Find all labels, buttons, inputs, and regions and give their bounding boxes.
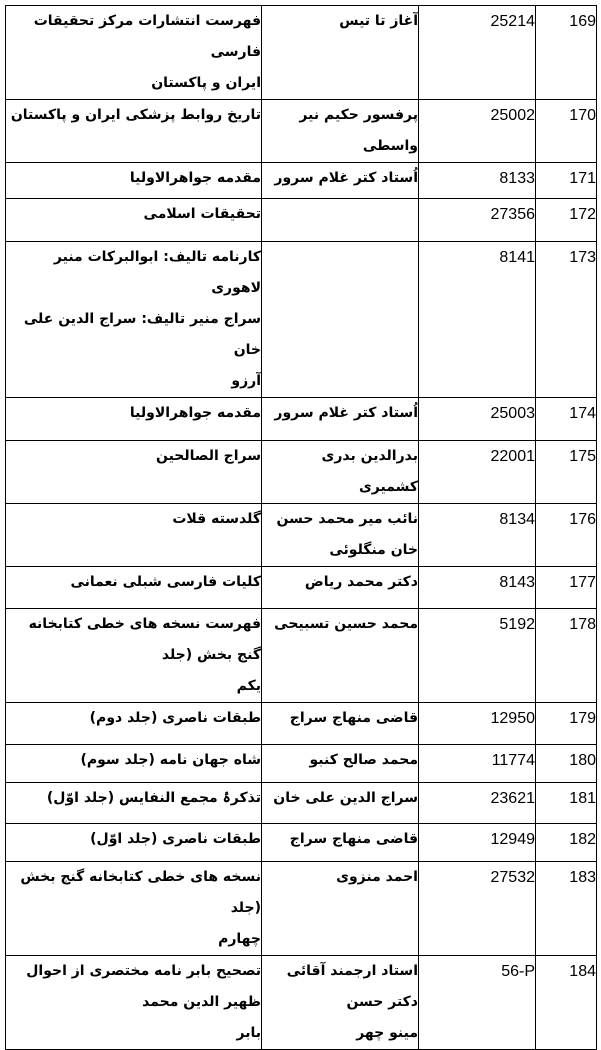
author-cell [262,441,419,504]
accession-code-cell: 5192 [419,609,536,703]
book-title-cell [6,398,262,441]
table-row [6,703,597,745]
book-title-cell-line: کارنامه تالیف: ابوالبرکات منیر لاهوری [53,249,261,296]
book-title-cell [6,609,262,703]
author-cell-line: مینو چهر [356,1025,418,1041]
accession-code-cell: 12949 [419,824,536,862]
accession-code-cell: 56-P [419,956,536,1050]
serial-number-cell: 181 [536,783,597,824]
accession-code-cell: 27356 [419,199,536,242]
author-cell [262,703,419,745]
author-cell-line: قاضی منهاج سراج [289,710,418,726]
author-cell-line: اُستاد کتر غلام سرور [274,405,418,421]
book-title-cell-line: تحقیقات اسلامی [143,206,261,222]
catalog-table [5,5,597,1050]
author-cell-line: بدرالدین بدری کشمیری [321,448,418,495]
table-row [6,862,597,956]
book-title-cell [6,956,262,1050]
serial-number-cell: 183 [536,862,597,956]
book-title-cell-line: مقدمه جواهرالاولیا [129,405,261,421]
table-row [6,824,597,862]
serial-number-cell: 177 [536,567,597,609]
book-title-cell-line: تاریخ روابط پزشکی ایران و پاکستان [10,107,261,123]
book-title-cell-line: ایران و پاکستان [151,75,261,91]
book-title-cell-line: فهرست انتشارات مرکز تحقیقات فارسی [33,13,261,60]
book-title-cell-line: نسخه های خطی کتابخانه گنج بخش (جلد [20,869,261,916]
accession-code-cell: 27532 [419,862,536,956]
serial-number-cell: 169 [536,6,597,100]
serial-number-cell: 174 [536,398,597,441]
book-title-cell-line: بابر [236,1025,261,1041]
author-cell-line: نائب میر محمد حسن خان منگلوئی [276,511,418,558]
book-title-cell [6,567,262,609]
book-title-cell-line: فهرست نسخه های خطی کتابخانه گنج بخش (جلد [28,616,261,663]
book-title-cell-line: کلیات فارسی شبلی نعمانی [70,574,261,590]
author-cell [262,567,419,609]
author-cell [262,163,419,199]
book-title-cell-line: تذکرۂ مجمع النفایس (جلد اوّل) [46,790,261,806]
accession-code-cell: 22001 [419,441,536,504]
book-title-cell-line: شاه جهان نامه (جلد سوم) [80,752,261,768]
book-title-cell [6,199,262,242]
book-title-cell [6,163,262,199]
book-title-cell-line: یکم [236,678,261,694]
author-cell [262,783,419,824]
book-title-cell-line: طبقات ناصری (جلد دوم) [89,710,261,726]
table-row [6,567,597,609]
author-cell-line: محمد صالح کنبو [309,752,418,768]
table-row [6,441,597,504]
table-row [6,956,597,1050]
author-cell [262,6,419,100]
accession-code-cell: 25002 [419,100,536,163]
serial-number-cell: 172 [536,199,597,242]
book-title-cell-line: مقدمه جواهرالاولیا [129,170,261,186]
accession-code-cell: 25214 [419,6,536,100]
serial-number-cell: 176 [536,504,597,567]
serial-number-cell: 184 [536,956,597,1050]
author-cell [262,398,419,441]
author-cell-line: قاضی منهاج سراج [289,831,418,847]
serial-number-cell: 178 [536,609,597,703]
author-cell-line: آغاز تا تیس [339,13,418,29]
serial-number-cell: 173 [536,242,597,398]
serial-number-cell: 179 [536,703,597,745]
table-row [6,242,597,398]
accession-code-cell: 8141 [419,242,536,398]
accession-code-cell: 23621 [419,783,536,824]
book-title-cell-line: چهارم [218,931,261,947]
author-cell [262,956,419,1050]
author-cell-line: احمد منزوی [336,869,418,885]
author-cell [262,100,419,163]
accession-code-cell: 8143 [419,567,536,609]
book-title-cell [6,6,262,100]
book-title-cell-line: سراج الصالحین [155,448,261,464]
author-cell [262,824,419,862]
table-row [6,609,597,703]
serial-number-cell: 180 [536,745,597,783]
author-cell [262,862,419,956]
catalog-body [6,6,597,1050]
author-cell [262,745,419,783]
table-row [6,163,597,199]
table-row [6,504,597,567]
author-cell-line: محمد حسین تسبیحی [274,616,418,632]
table-row [6,6,597,100]
author-cell-line: دکتر محمد ریاض [304,574,418,590]
table-row [6,783,597,824]
accession-code-cell: 25003 [419,398,536,441]
book-title-cell [6,703,262,745]
book-title-cell-line: سراج منیر تالیف: سراج الدین علی خان [23,311,261,358]
book-title-cell [6,504,262,567]
accession-code-cell: 12950 [419,703,536,745]
book-title-cell [6,824,262,862]
author-cell-line: اُستاد کتر غلام سرور [274,170,418,186]
book-title-cell [6,862,262,956]
serial-number-cell: 175 [536,441,597,504]
book-title-cell [6,242,262,398]
book-title-cell [6,783,262,824]
book-title-cell [6,100,262,163]
book-title-cell [6,441,262,504]
book-title-cell-line: طبقات ناصری (جلد اوّل) [90,831,261,847]
serial-number-cell: 182 [536,824,597,862]
table-row [6,398,597,441]
table-row [6,199,597,242]
table-row [6,745,597,783]
accession-code-cell: 11774 [419,745,536,783]
author-cell [262,609,419,703]
book-title-cell-line: گلدسته قلات [172,511,261,527]
table-row [6,100,597,163]
accession-code-cell: 8133 [419,163,536,199]
author-cell [262,199,419,242]
author-cell [262,242,419,398]
accession-code-cell: 8134 [419,504,536,567]
author-cell [262,504,419,567]
serial-number-cell: 171 [536,163,597,199]
serial-number-cell: 170 [536,100,597,163]
book-title-cell-line: تصحیح بابر نامه مختصری از احوال ظهیر الدین محمد [26,963,261,1010]
author-cell-line: سراج الدین علی خان [273,790,418,806]
book-title-cell-line: آرزو [231,373,261,389]
author-cell-line: استاد ارجمند آقائی دکتر حسن [286,963,418,1010]
author-cell-line: پرفسور حکیم نیر واسطی [299,107,418,154]
book-title-cell [6,745,262,783]
